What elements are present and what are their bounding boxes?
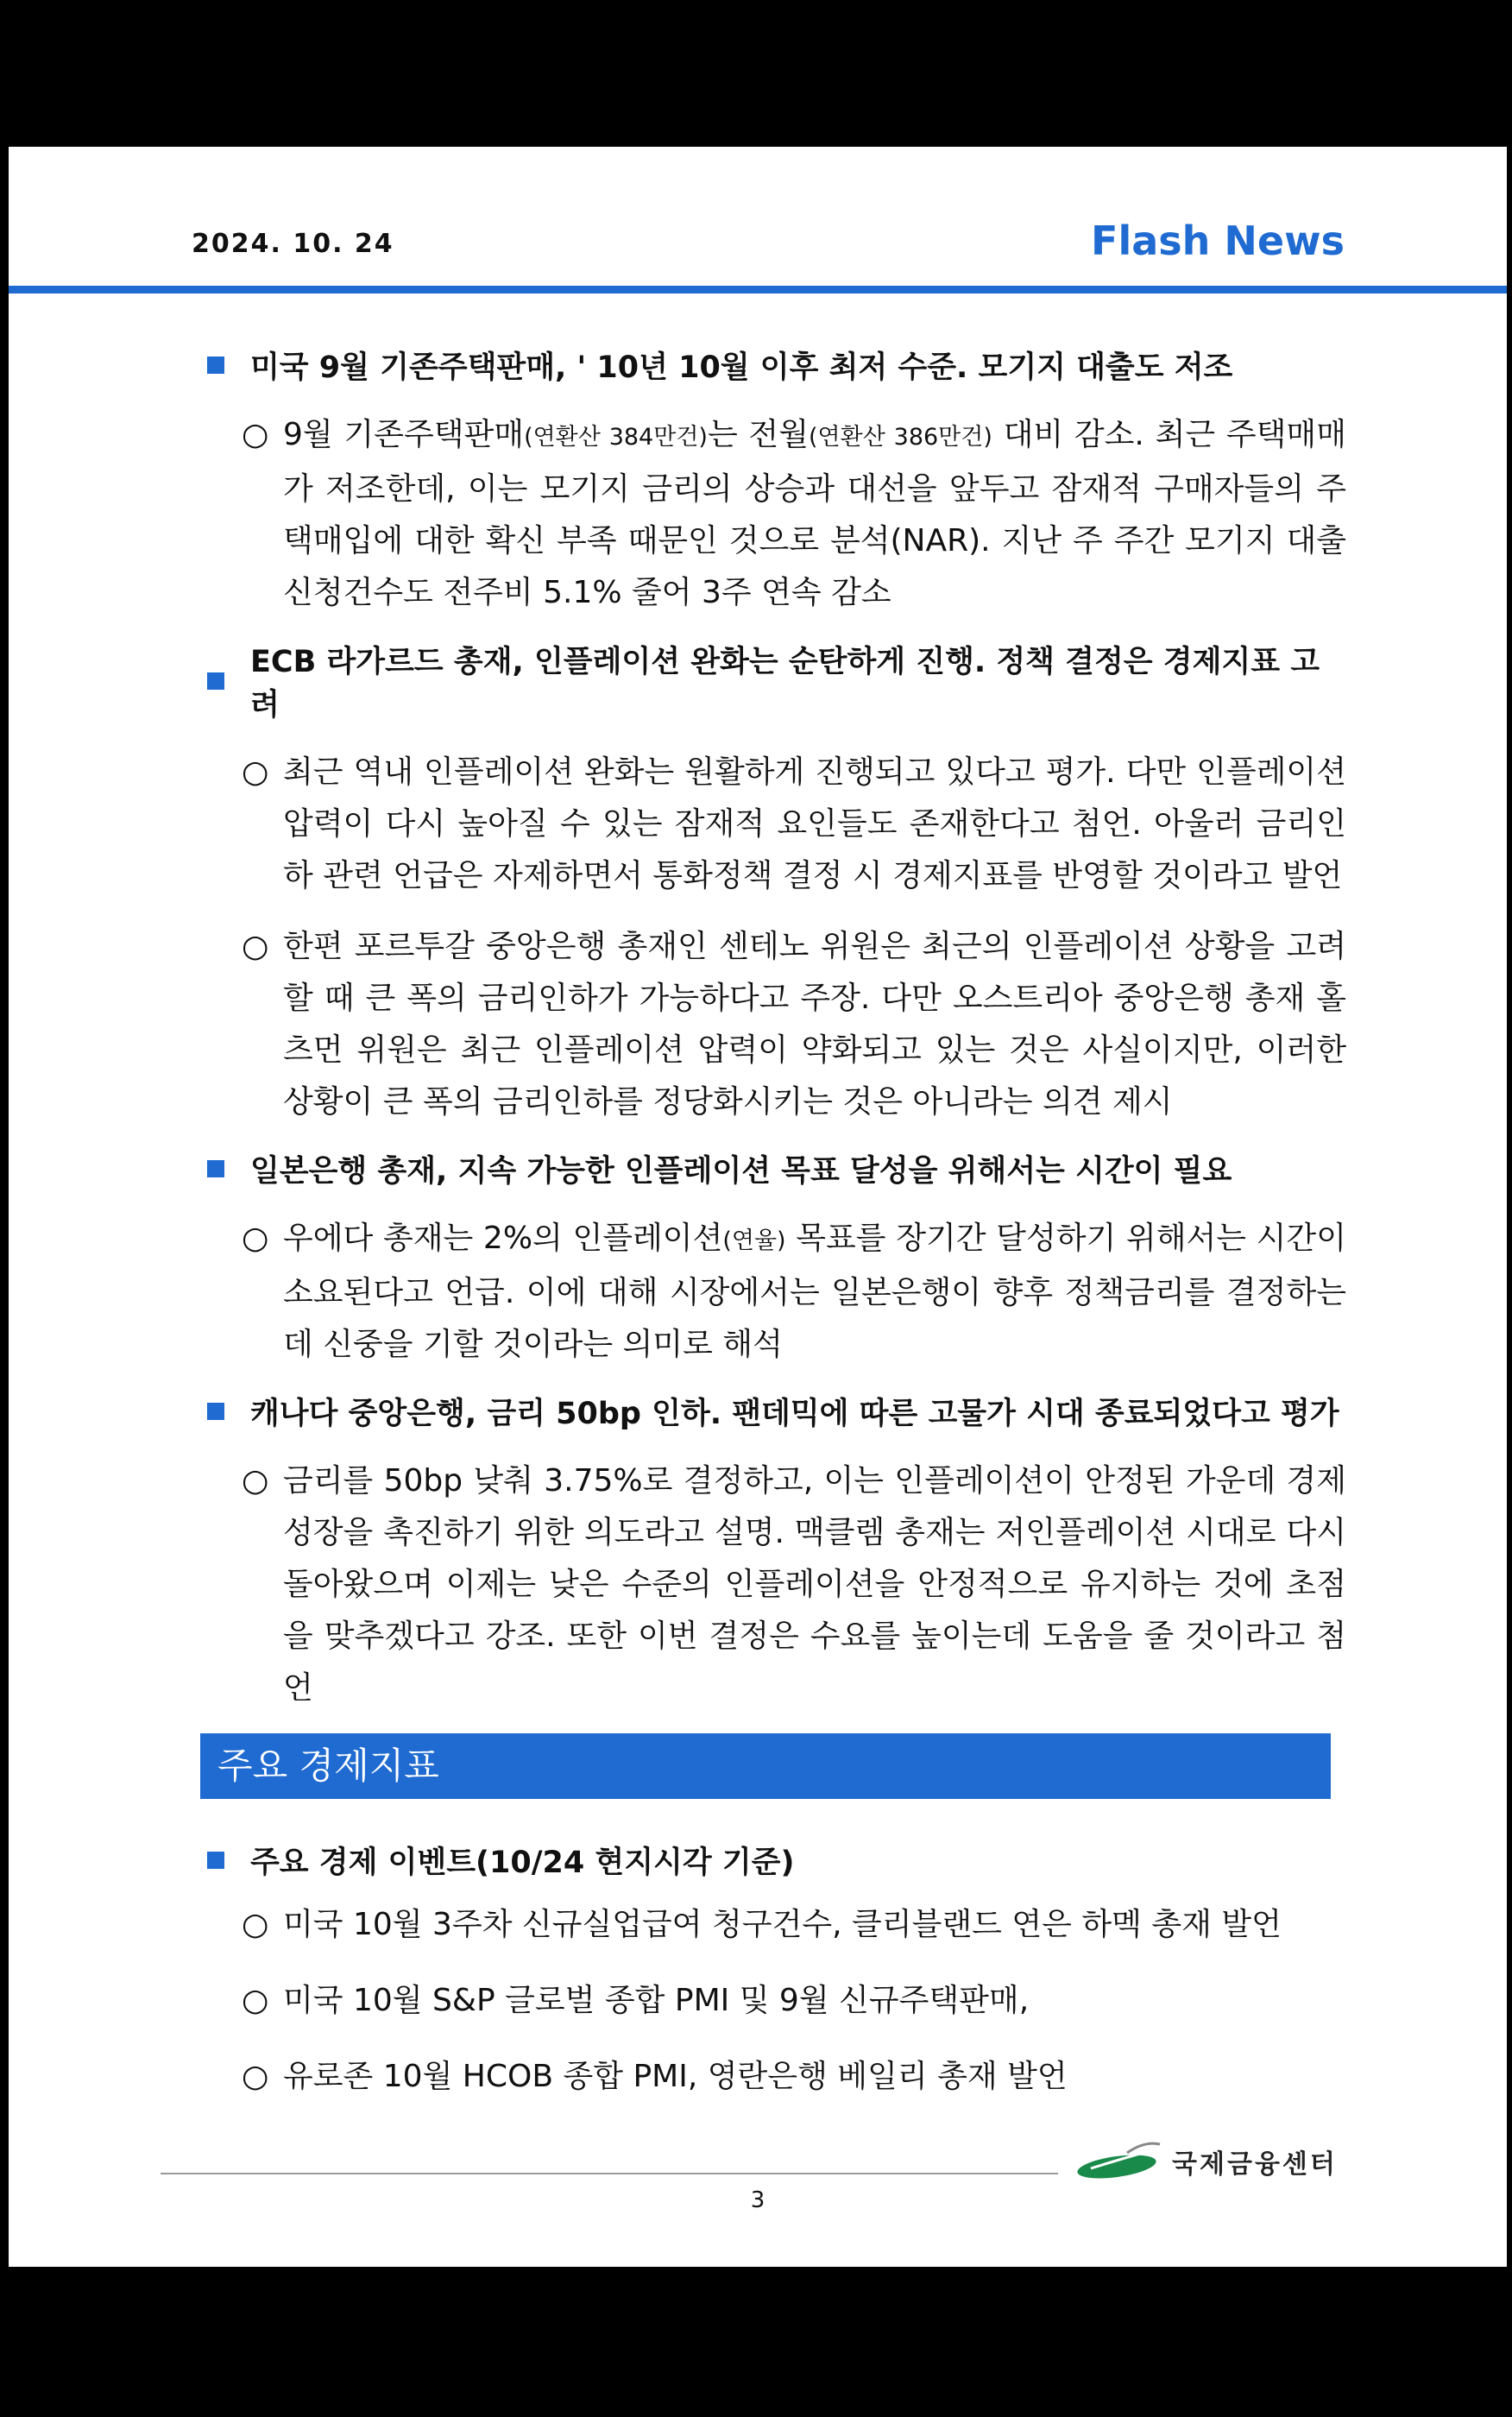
circle-bullet-icon: ○ xyxy=(242,1907,269,1942)
events-heading xyxy=(207,1839,1346,1882)
bullet-paragraph xyxy=(207,921,1346,1128)
paragraph-text: 는 전월 xyxy=(707,417,809,452)
circle-bullet-icon: ○ xyxy=(242,1463,269,1499)
news-sections xyxy=(207,344,1346,1714)
circle-bullet-icon: ○ xyxy=(242,1983,269,2018)
section-heading-text: 미국 9월 기존주택판매, ' 10년 10월 이후 최저 수준. 모기지 대출도 저조 xyxy=(250,350,1233,385)
event-text: 미국 10월 S&P 글로벌 종합 PMI 및 9월 신규주택판매, xyxy=(283,1983,1030,2018)
section-heading-text: 일본은행 총재, 지속 가능한 인플레이션 목표 달성을 위해서는 시간이 필요 xyxy=(250,1154,1232,1189)
circle-bullet-icon: ○ xyxy=(242,1221,269,1256)
paragraph-note: (연환산 386만건) xyxy=(809,424,992,451)
kcif-logo-icon xyxy=(1075,2141,1162,2182)
blue-square-icon xyxy=(207,357,224,374)
paragraph-text: 9월 기존주택판매 xyxy=(283,417,525,452)
bullet-paragraph xyxy=(207,1213,1346,1371)
logo-text: 국제금융센터 xyxy=(1172,2149,1338,2180)
blue-square-icon xyxy=(207,1160,224,1177)
paragraph-text: 대비 감소. 최근 주택매매가 저조한데, 이는 모기지 금리의 상승과 대선을 앞두고 잠재적 구매자들의 주택매입에 대한 확신 부족 때문인 것으로 분석(NAR). 지난 주 주간 모기지 대출 신청건수도 전주비 5.1% 줄어 3주 연속 감소 xyxy=(283,417,1346,610)
blue-square-icon xyxy=(207,672,224,690)
page-number: 3 xyxy=(750,2187,765,2213)
paragraph-note: (연율) xyxy=(722,1227,786,1254)
circle-bullet-icon: ○ xyxy=(242,929,269,964)
bullet-paragraph xyxy=(207,1455,1346,1714)
report-date: 2024. 10. 24 xyxy=(192,229,394,259)
section-heading-text: 캐나다 중앙은행, 금리 50bp 인하. 팬데믹에 따른 고물가 시대 종료되었다고 평가 xyxy=(250,1397,1339,1431)
kcif-logo xyxy=(1075,2141,1338,2182)
blue-square-icon xyxy=(207,1403,224,1420)
section-heading xyxy=(207,344,1346,387)
events-heading-text: 주요 경제 이벤트(10/24 현지시각 기준) xyxy=(250,1846,795,1880)
section-heading xyxy=(207,638,1346,724)
section-heading xyxy=(207,1390,1346,1433)
footer-divider xyxy=(161,2173,1058,2174)
paragraph-text: 최근 역내 인플레이션 완화는 원활하게 진행되고 있다고 평가. 다만 인플레이션 압력이 다시 높아질 수 있는 잠재적 요인들도 존재한다고 첨언. 아울러 금리인하 관련 언급은 자제하면서 통화정책 결정 시 경제지표를 반영할 것이라고 발언 xyxy=(283,754,1346,893)
circle-bullet-icon: ○ xyxy=(242,754,269,790)
circle-bullet-icon: ○ xyxy=(242,2059,269,2094)
event-text: 미국 10월 3주차 신규실업급여 청구건수, 클리블랜드 연은 하멕 총재 발언 xyxy=(283,1907,1282,1942)
paragraph-text: 금리를 50bp 낮춰 3.75%로 결정하고, 이는 인플레이션이 안정된 가운데 경제 성장을 촉진하기 위한 의도라고 설명. 맥클렘 총재는 저인플레이션 시대로 다시 돌아왔으며 이제는 낮은 수준의 인플레이션을 안정적으로 유지하는 것에 초점을 맞추겠다고 강조. 또한 이번 결정은 수요를 높이는데 도움을 줄 것이라고 첨언 xyxy=(283,1463,1346,1706)
header-divider xyxy=(9,286,1507,293)
paragraph-text: 한편 포르투갈 중앙은행 총재인 센테노 위원은 최근의 인플레이션 상황을 고려할 때 큰 폭의 금리인하가 가능하다고 주장. 다만 오스트리아 중앙은행 총재 홀츠먼 위원은 최근 인플레이션 압력이 약화되고 있는 것은 사실이지만, 이러한 상황이 큰 폭의 금리인하를 정당화시키는 것은 아니라는 의견 제시 xyxy=(283,929,1346,1120)
paragraph-note: (연환산 384만건) xyxy=(524,424,708,451)
report-body xyxy=(207,344,1346,2127)
section-heading-text: ECB 라가르드 총재, 인플레이션 완화는 순탄하게 진행. 정책 결정은 경제지표 고려 xyxy=(250,645,1320,723)
event-item xyxy=(207,2051,1346,2103)
indicators-section-title: 주요 경제지표 xyxy=(200,1733,1331,1799)
paragraph-text: 우에다 총재는 2%의 인플레이션 xyxy=(283,1221,723,1256)
section-heading xyxy=(207,1147,1346,1190)
event-item xyxy=(207,1899,1346,1951)
bullet-paragraph xyxy=(207,409,1346,619)
document-page xyxy=(9,147,1507,2267)
bullet-paragraph xyxy=(207,747,1346,902)
circle-bullet-icon: ○ xyxy=(242,417,269,452)
report-title: Flash News xyxy=(1091,218,1345,264)
event-item xyxy=(207,1975,1346,2027)
event-text: 유로존 10월 HCOB 종합 PMI, 영란은행 베일리 총재 발언 xyxy=(283,2059,1068,2094)
paragraph-text: 목표를 장기간 달성하기 위해서는 시간이 소요된다고 언급. 이에 대해 시장에서는 일본은행이 향후 정책금리를 결정하는데 신중을 기할 것이라는 의미로 해석 xyxy=(283,1221,1346,1362)
blue-square-icon xyxy=(207,1852,224,1869)
